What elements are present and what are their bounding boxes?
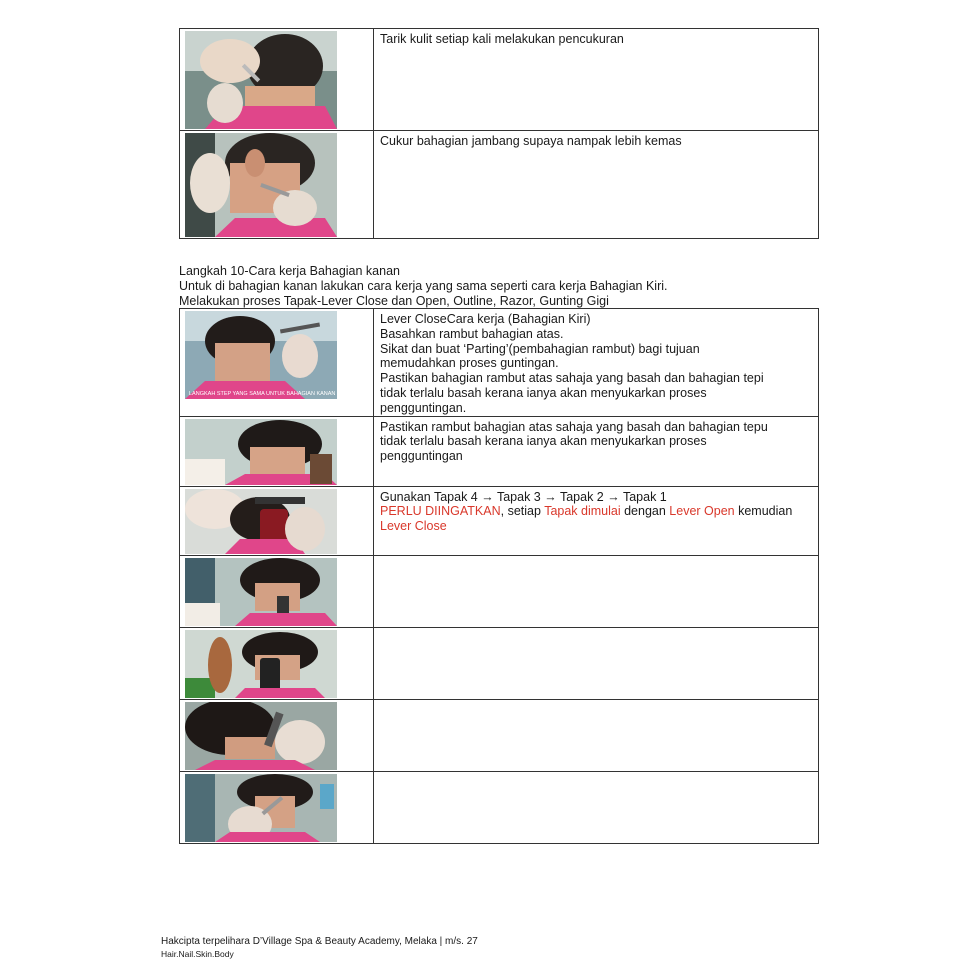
step-heading: Langkah 10-Cara kerja Bahagian kanan [179,264,400,278]
footer-tagline: Hair.Nail.Skin.Body [161,949,234,959]
text-line: pengguntingan [380,449,463,464]
text-fragment: , setiap [500,504,545,519]
text-line: Pastikan bahagian rambut atas sahaja yang basah dan bahagian tepi [380,371,764,386]
brush-clipper-photo [185,630,337,698]
instruction-cell [374,699,819,771]
instruction-cell [374,771,819,843]
photo-cell [180,627,374,699]
instruction-cell [374,416,819,486]
photo-cell [180,131,374,239]
text-line: Basahkan rambut bahagian atas. [380,326,564,341]
warning-label: PERLU DIINGATKAN [380,504,501,519]
photo-cell [180,699,374,771]
instruction-cell: Tarik kulit setiap kali melakukan pencukuran [374,29,819,131]
warning-line [380,504,818,519]
trimmer-neck-photo [185,702,337,770]
page-footer [161,936,478,960]
photo-cell [180,771,374,843]
razor-outline-photo [185,774,337,842]
text-fragment: kemudian [734,504,793,519]
text-line: Lever CloseCara kerja (Bahagian Kiri) [380,312,591,326]
razor-shaving-sideburn-photo [185,133,337,237]
table-row [180,29,819,131]
table-row [180,699,819,771]
table-row [180,627,819,699]
clipper-tapak-photo [185,489,337,554]
copyright-text: Hakcipta terpelihara D’Village Spa & Beauty Academy, Melaka | m/s. 27 [161,936,478,947]
wet-hair-photo [185,419,337,485]
text-line: pengguntingan. [380,400,467,415]
photo-cell [180,309,374,417]
tapak-sequence: Gunakan Tapak 4 → Tapak 3 → Tapak 2 → Tapak 1 [380,489,667,504]
instruction-cell: Cukur bahagian jambang supaya nampak lebih kemas [374,131,819,239]
steps-table-main [179,308,819,844]
text-line: Sikat dan buat ‘Parting’(pembahagian rambut) bagi tujuan [380,341,700,356]
photo-cell [180,486,374,555]
razor-shaving-neck-photo [185,31,337,129]
clipper-side-photo [185,558,337,626]
table-row [180,131,819,239]
table-row [180,555,819,627]
photo-cell [180,29,374,131]
photo-cell [180,555,374,627]
text-line: memudahkan proses guntingan. [380,356,559,371]
steps-table-top [179,28,819,239]
text-line: Pastikan rambut bahagian atas sahaja yang basah dan bahagian tepu [380,419,768,434]
photo-cell [180,416,374,486]
photo-caption: LANGKAH STEP YANG SAMA UNTUK BAHAGIAN KANAN [189,391,336,397]
warning-term: Lever Open [669,504,735,519]
warning-term: Tapak dimulai [544,504,621,519]
table-row [180,486,819,555]
instruction-cell [374,627,819,699]
table-row [180,416,819,486]
table-row [180,309,819,417]
table-row [180,771,819,843]
instruction-cell [374,486,819,555]
step-description: Untuk di bahagian kanan lakukan cara kerja yang sama seperti cara kerja Bahagian Kiri. [179,279,668,293]
instruction-cell [374,555,819,627]
text-fragment: dengan [620,504,670,519]
step-10-intro [179,264,667,309]
parting-hair-photo [185,311,337,399]
step-process: Melakukan proses Tapak-Lever Close dan Open, Outline, Razor, Gunting Gigi [179,294,609,308]
warning-term: Lever Close [380,519,447,534]
text-line: tidak terlalu basah kerana ianya akan menyukarkan proses [380,434,707,449]
text-line: tidak terlalu basah kerana ianya akan menyukarkan proses [380,385,707,400]
instruction-cell [374,309,819,417]
